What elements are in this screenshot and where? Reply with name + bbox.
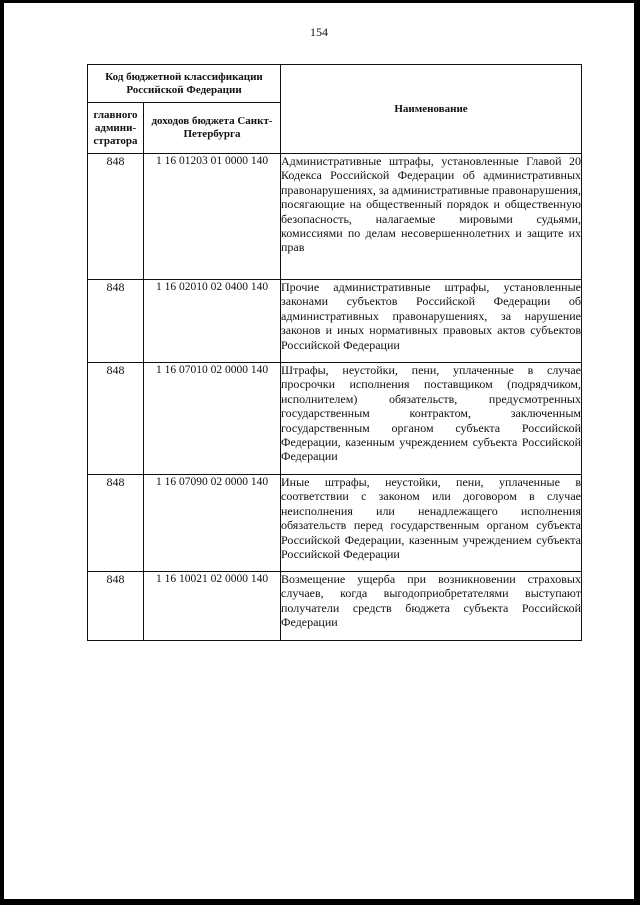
header-admin: главного админи-стратора: [88, 103, 144, 154]
table-row: [88, 280, 582, 363]
cell-code: 1 16 07010 02 0000 140: [144, 363, 281, 475]
document-page: [4, 3, 634, 899]
header-name: Наименование: [281, 65, 582, 154]
header-row-top: [88, 65, 582, 103]
header-group-title: Код бюджетной классификации Российской Федерации: [88, 65, 281, 103]
budget-classification-table: [87, 64, 582, 641]
cell-name: Прочие административные штрафы, установленные законами субъектов Российской Федерации об административных правонарушениях, за нарушение законов и иных нормативных правовых актов субъектов Российской Федерации: [281, 280, 582, 363]
cell-admin: 848: [88, 363, 144, 475]
table-row: [88, 154, 582, 280]
cell-code: 1 16 07090 02 0000 140: [144, 475, 281, 572]
cell-admin: 848: [88, 572, 144, 641]
cell-name: Возмещение ущерба при возникновении страховых случаев, когда выгодоприобретателями выступают получатели средств бюджета субъекта Российской Федерации: [281, 572, 582, 641]
cell-admin: 848: [88, 475, 144, 572]
cell-admin: 848: [88, 280, 144, 363]
cell-code: 1 16 10021 02 0000 140: [144, 572, 281, 641]
table-row: [88, 475, 582, 572]
cell-admin: 848: [88, 154, 144, 280]
table-row: [88, 363, 582, 475]
cell-name: Штрафы, неустойки, пени, уплаченные в случае просрочки исполнения поставщиком (подрядчиком, исполнителем) обязательств, предусмотренных государственным контрактом, заключенным государственным органом субъекта Российской Федерации, казенным учреждением субъекта Российской Федерации: [281, 363, 582, 475]
cell-code: 1 16 02010 02 0400 140: [144, 280, 281, 363]
cell-name: Иные штрафы, неустойки, пени, уплаченные в соответствии с законом или договором в случае неисполнения или ненадлежащего исполнения обязательств перед государственным органом субъекта Российской Федерации, казенным учреждением субъекта Российской Федерации: [281, 475, 582, 572]
cell-code: 1 16 01203 01 0000 140: [144, 154, 281, 280]
header-income: доходов бюджета Санкт-Петербурга: [144, 103, 281, 154]
cell-name: Административные штрафы, установленные Главой 20 Кодекса Российской Федерации об административных правонарушениях, за административные правонарушения, посягающие на общественный порядок и общественную безопасность, налагаемые мировыми судьями, комиссиями по делам несовершеннолетних и защите их прав: [281, 154, 582, 280]
table-row: [88, 572, 582, 641]
page-number: 154: [310, 25, 328, 39]
